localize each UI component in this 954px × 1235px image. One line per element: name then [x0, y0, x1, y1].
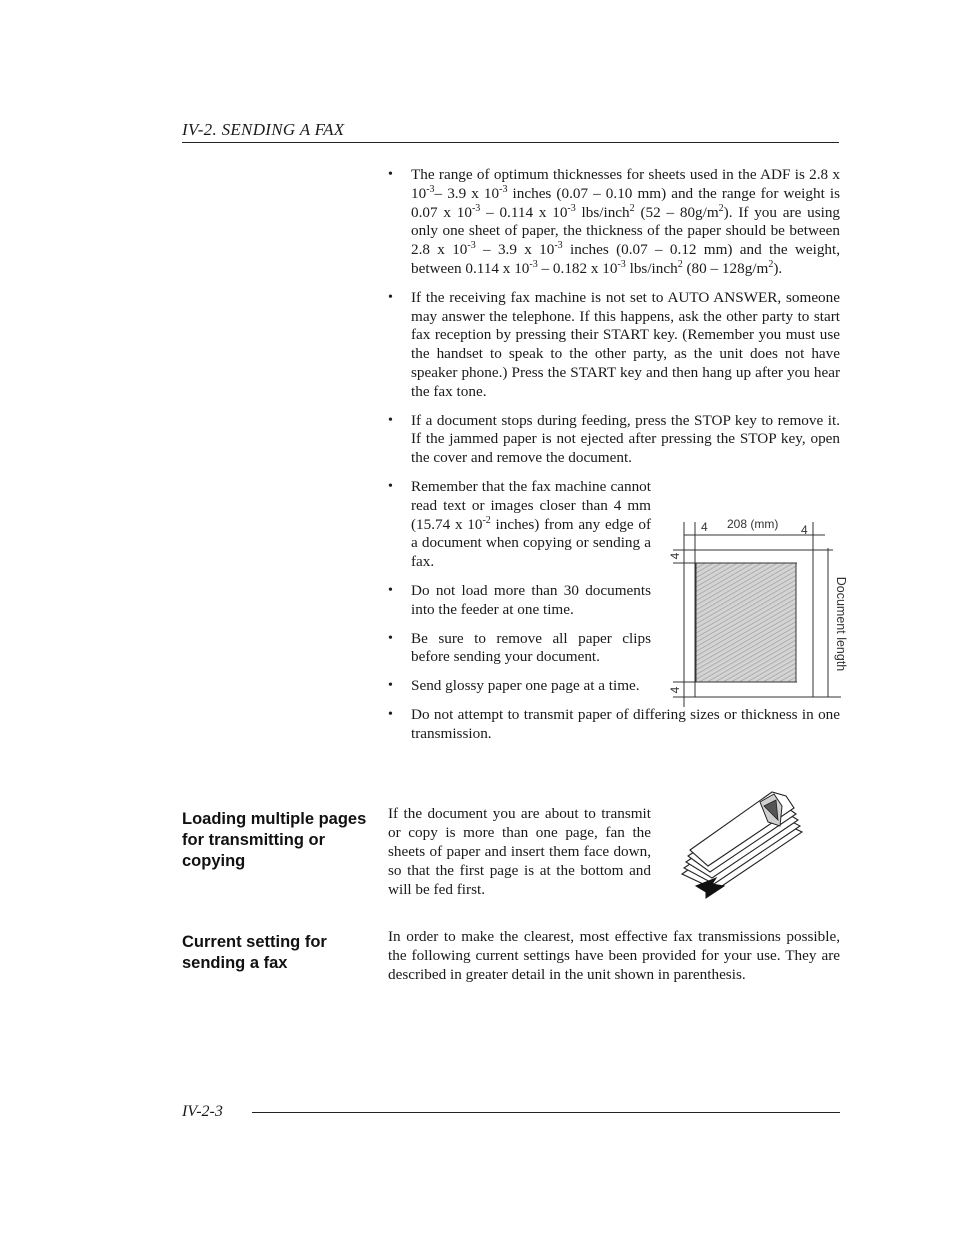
section-body-loading: If the document you are about to transmit or copy is more than one page, fan the sheets of paper and insert them face down, so that the first page is at the bottom and will be fed first. — [388, 805, 651, 898]
top-margin-label: 4 — [701, 520, 708, 534]
bullet-paper-clips: • Be sure to remove all paper clips before sending your document. — [388, 630, 651, 668]
fanned-sheets-illustration — [676, 786, 806, 908]
running-header: IV-2. SENDING A FAX — [182, 120, 345, 139]
section-heading-loading: Loading multiple pages for transmitting or copying — [182, 810, 367, 870]
page-number: IV-2-3 — [182, 1103, 223, 1120]
bullet-edge-margin: • Remember that the fax machine cannot read text or images closer than 4 mm (15.74 x $10^{-2}$ inches) from any edge of a document when copying or sending a fax. — [388, 478, 651, 572]
bullet-auto-answer: • If the receiving fax machine is not set to AUTO ANSWER, someone may answer the telephone. If this happens, ask the other party to start fax reception by pressing their START key. (Remember you must use the handset to speak to the other party, as the unit does not have speaker phone.) Press the START key and then hang up after you hear the fax tone. — [388, 289, 840, 402]
document-margin-diagram — [665, 512, 848, 712]
bullet-max-documents: • Do not load more than 30 documents into the feeder at one time. — [388, 582, 651, 620]
bullet-stop-key: • If a document stops during feeding, press the STOP key to remove it. If the jammed paper is not ejected after pressing the STOP key, open the cover and remove the document. — [388, 412, 840, 468]
right-margin-label: 4 — [801, 523, 808, 537]
side-margin-label: 4 — [668, 552, 682, 560]
bullet-differing-sizes: • Do not attempt to transmit paper of differing sizes or thickness in one transmission. — [388, 706, 840, 744]
footer-rule — [252, 1112, 840, 1113]
bullet-adf-thickness: • The range of optimum thicknesses for sheets used in the ADF is 2.8 x $10^{-3}-$ 3.9 x $10^{-3}$ inches (0.07 – 0.10 mm) and the range for weight is 0.07 x $10^{-3} - 0.114$ x $10^{-3}$ lbs/inch$^2$ $(52 - 80g/m^2)$. If you are using only one sheet of paper, the thickness of the paper should be between 2.8 x $10^{-3} - 3.9$ x $10^{-3}$ inches (0.07 – 0.12 mm) and the weight, between 0.114 x $10^{-3} - 0.182$ x $10^{-3}$ lbs/inch$^2$ $(80 - 128g/m^2)$. — [388, 166, 840, 279]
section-body-current-setting: In order to make the clearest, most effective fax transmissions possible, the following current settings have been provided for your use. They are described in greater detail in the unit shown in parenthesis. — [388, 928, 840, 983]
readable-area — [696, 563, 796, 682]
section-heading-current-setting: Current setting for sending a fax — [182, 933, 327, 972]
width-label: 208 (mm) — [727, 517, 779, 531]
header-rule — [182, 142, 839, 143]
bullet-glossy-paper: • Send glossy paper one page at a time. — [388, 677, 651, 696]
document-length-label: Document length — [834, 576, 848, 672]
bottom-margin-label: 4 — [668, 686, 682, 694]
